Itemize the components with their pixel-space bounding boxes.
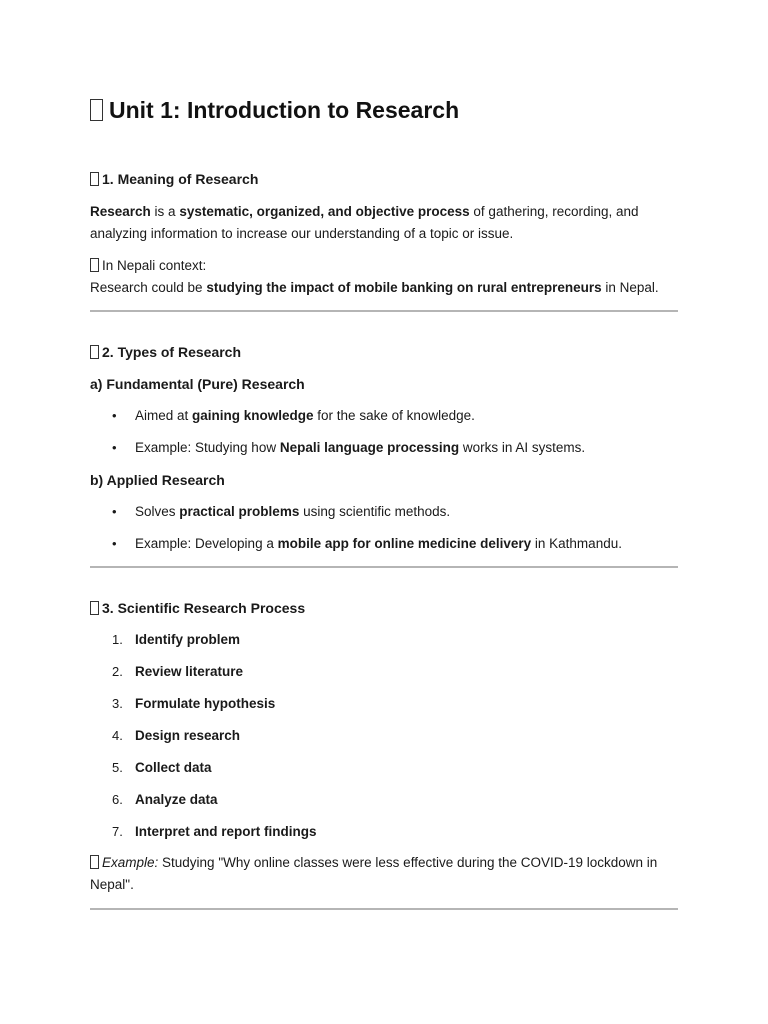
definition-text-2: of gathering, recording, and analyzing information to increase our understanding of a topic or issue. (90, 204, 639, 241)
item-bold: mobile app for online medicine delivery (277, 536, 532, 551)
item-text: Aimed at (135, 408, 193, 423)
list-item (90, 822, 678, 842)
section-divider (90, 908, 678, 910)
list-item (90, 406, 678, 426)
context-text-1: Research could be (90, 280, 207, 295)
step-label: Formulate hypothesis (135, 696, 276, 711)
definition-text-1: is a (150, 204, 180, 219)
document-content (90, 94, 678, 910)
fundamental-research-list (90, 406, 678, 458)
context-bold-1: studying the impact of mobile banking on rural entrepreneurs (206, 280, 602, 295)
list-item (90, 630, 678, 650)
applied-research-list (90, 502, 678, 554)
section1-heading-text: 1. Meaning of Research (102, 171, 259, 187)
page-title-text: Unit 1: Introduction to Research (109, 97, 460, 123)
item-bold: gaining knowledge (192, 408, 314, 423)
list-item (90, 502, 678, 522)
missing-glyph-icon (90, 345, 99, 359)
step-label: Analyze data (135, 792, 218, 807)
step-label: Collect data (135, 760, 212, 775)
list-item (90, 662, 678, 682)
item-text: works in AI systems. (459, 440, 586, 455)
definition-bold-2: systematic, organized, and objective process (179, 204, 470, 219)
process-example (90, 852, 678, 896)
item-text: Example: Studying how (135, 440, 280, 455)
section1-heading (90, 169, 678, 189)
section2-heading (90, 342, 678, 362)
step-number: 6. (112, 792, 123, 807)
nepali-context-example (90, 277, 678, 299)
step-label: Review literature (135, 664, 244, 679)
section3-heading (90, 598, 678, 618)
item-text: Solves (135, 504, 180, 519)
definition-bold-1: Research (90, 204, 151, 219)
step-number: 7. (112, 824, 123, 839)
step-label: Identify problem (135, 632, 241, 647)
missing-glyph-icon (90, 172, 99, 186)
section3-heading-text: 3. Scientific Research Process (102, 600, 306, 616)
step-number: 1. (112, 632, 123, 647)
section2-heading-text: 2. Types of Research (102, 344, 242, 360)
list-item (90, 438, 678, 458)
item-text: for the sake of knowledge. (313, 408, 475, 423)
step-number: 5. (112, 760, 123, 775)
missing-glyph-icon (90, 99, 103, 121)
nepali-context-text: In Nepali context: (102, 258, 207, 273)
context-text-2: in Nepal. (601, 280, 659, 295)
item-bold: Nepali language processing (279, 440, 460, 455)
item-text: in Kathmandu. (531, 536, 622, 551)
item-text: Example: Developing a (135, 536, 278, 551)
item-text: using scientific methods. (299, 504, 451, 519)
item-bold: practical problems (179, 504, 300, 519)
example-label: Example: (102, 855, 159, 870)
nepali-context-label (90, 255, 678, 277)
fundamental-research-heading: a) Fundamental (Pure) Research (90, 376, 305, 392)
step-label: Interpret and report findings (135, 824, 317, 839)
list-item (90, 726, 678, 746)
missing-glyph-icon (90, 601, 99, 615)
missing-glyph-icon (90, 855, 99, 869)
list-item (90, 790, 678, 810)
list-item (90, 534, 678, 554)
step-label: Design research (135, 728, 241, 743)
research-definition (90, 201, 678, 245)
list-item (90, 758, 678, 778)
page-title (90, 94, 678, 126)
list-item (90, 694, 678, 714)
example-text: Studying "Why online classes were less effective during the COVID-19 lockdown in Nepal". (90, 855, 658, 892)
missing-glyph-icon (90, 258, 99, 272)
step-number: 2. (112, 664, 123, 679)
step-number: 4. (112, 728, 123, 743)
step-number: 3. (112, 696, 123, 711)
applied-research-heading: b) Applied Research (90, 472, 225, 488)
research-process-list (90, 630, 678, 842)
